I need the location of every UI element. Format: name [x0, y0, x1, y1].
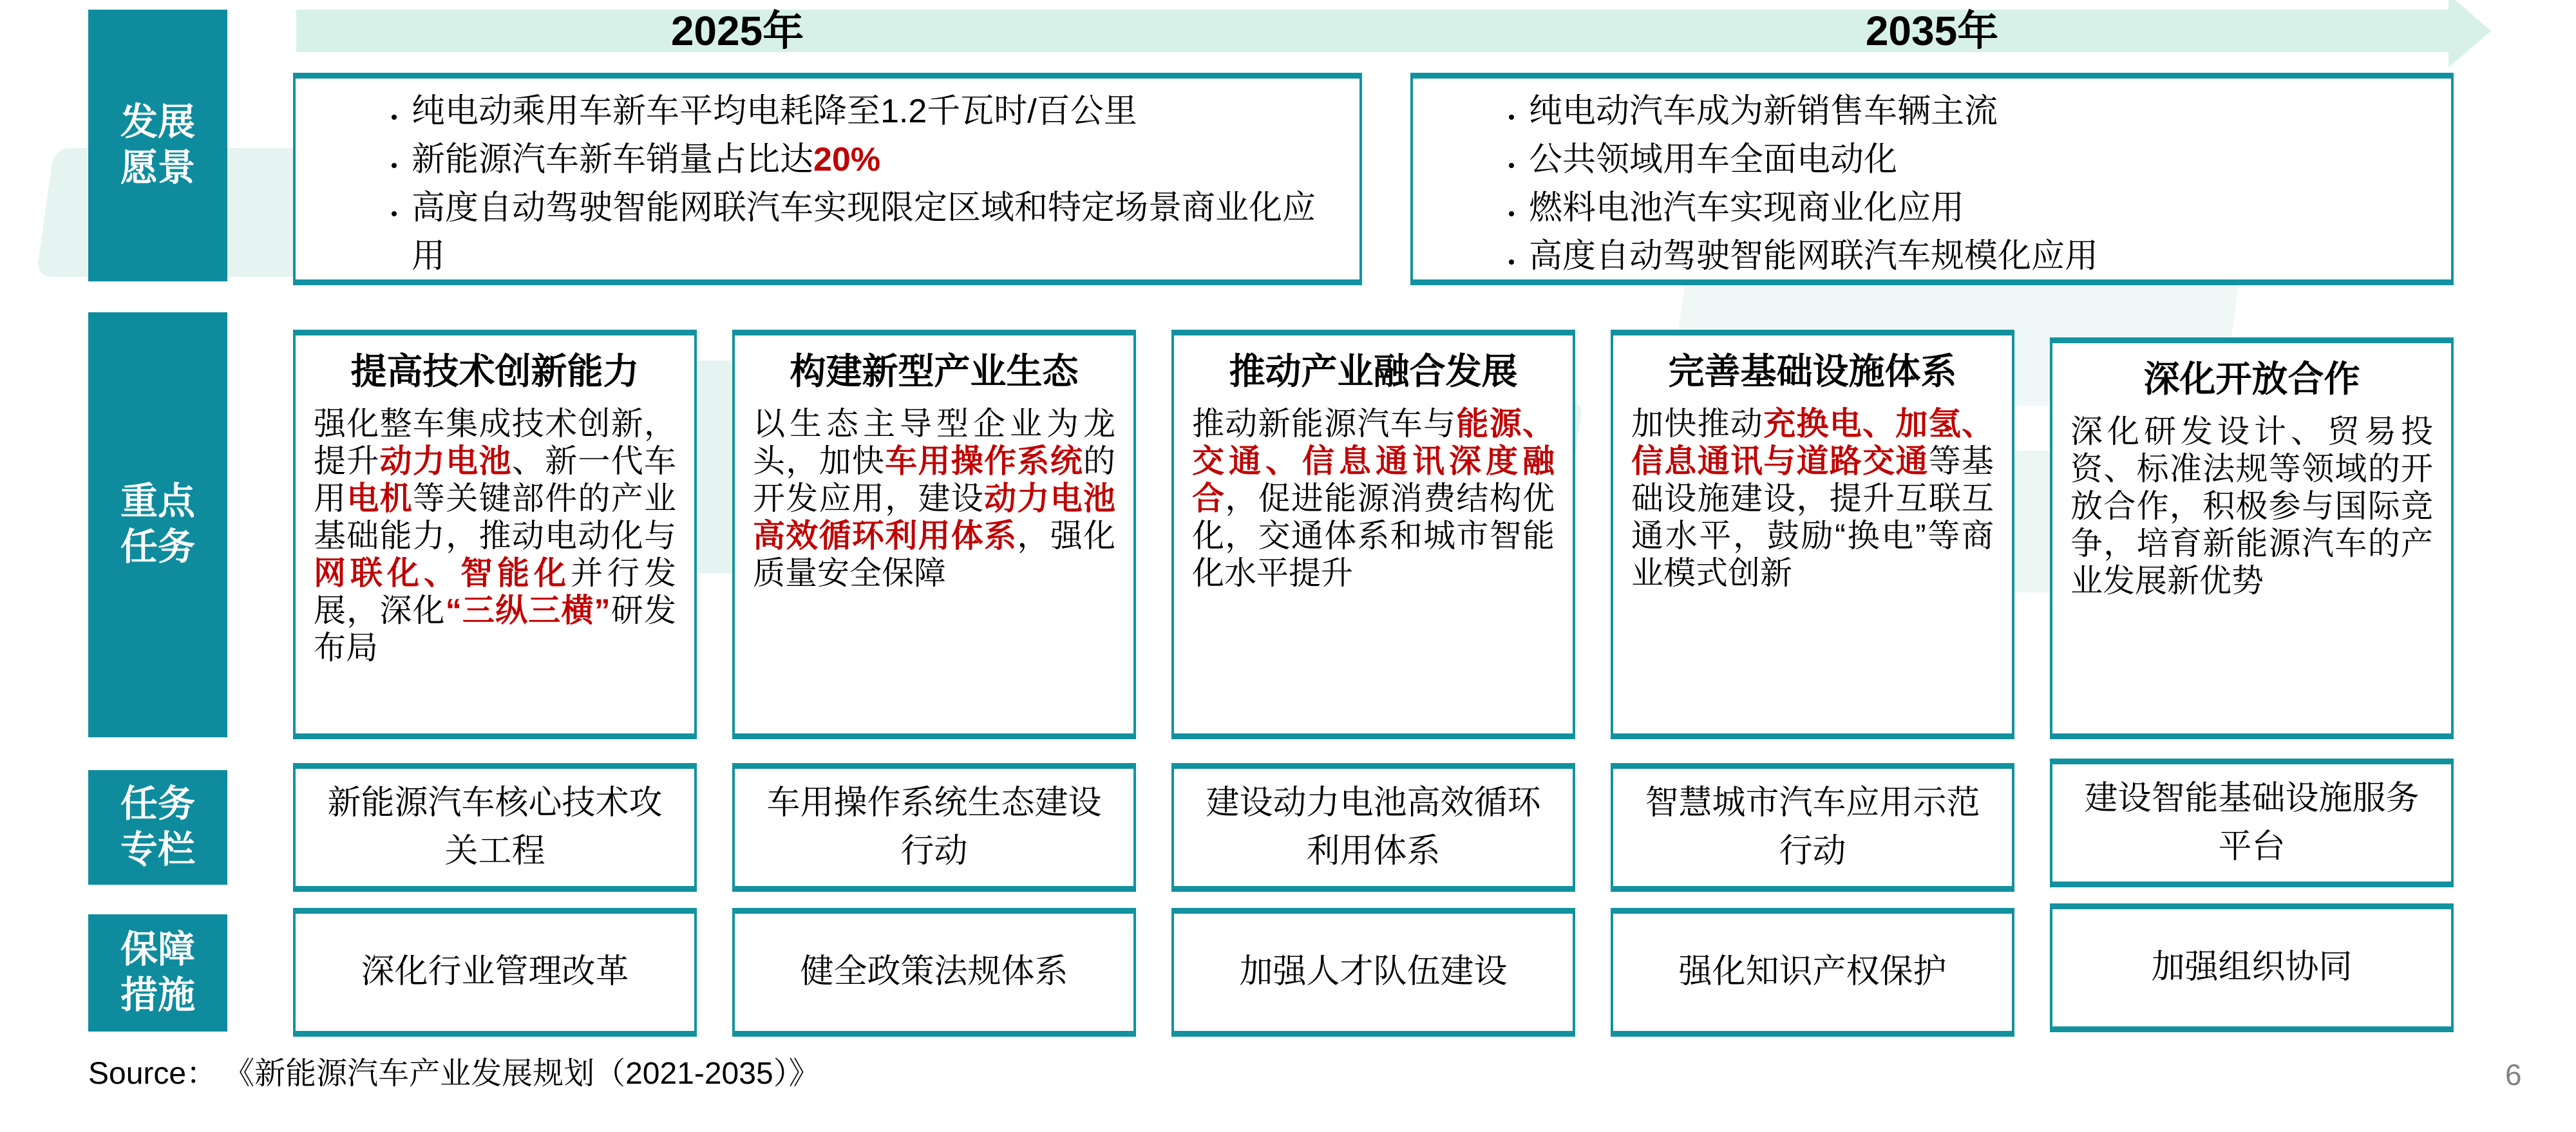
vision-box-2025: [293, 73, 1362, 285]
sidebar-label-line: 任务: [120, 526, 195, 568]
vision-bullet-list: [1413, 88, 2451, 281]
vision-bullet: • 高度自动驾驶智能网联汽车规模化应用: [1524, 232, 2428, 281]
sidebar-label-measures: [88, 914, 227, 1032]
key-task-body: 强化整车集成技术创新，提升动力电池、新一代车用电机等关键部件的产业基础能力，推动电动化与网联化、智能化并行发展，深化“三纵三横”研发布局: [314, 406, 677, 666]
vision-bullet-list: [296, 88, 1359, 281]
key-task-column-4: [1611, 330, 2014, 739]
vision-bullet: • 纯电动汽车成为新销售车辆主流: [1524, 88, 2428, 136]
task-column-box-5: 建设智能基础设施服务平台: [2050, 759, 2454, 887]
task-column-box-4: 智慧城市汽车应用示范行动: [1611, 763, 2014, 892]
key-task-title: 构建新型产业生态: [790, 351, 1079, 391]
key-task-column-1: [293, 330, 697, 739]
task-column-box-2: 车用操作系统生态建设行动: [732, 763, 1136, 892]
sidebar-label-line: 措施: [120, 974, 195, 1016]
key-task-body: 以生态主导型企业为龙头，加快车用操作系统的开发应用，建设动力电池高效循环利用体系，强化质量安全保障: [753, 406, 1116, 592]
task-column-box-1: 新能源汽车核心技术攻关工程: [293, 763, 697, 892]
measure-box-4: 强化知识产权保护: [1611, 908, 2014, 1037]
page-number: 6: [2505, 1058, 2522, 1091]
timeline-arrow-head-icon: [2448, 0, 2491, 68]
key-task-body: 加快推动充换电、加氢、信息通讯与道路交通等基础设施建设，提升互联互通水平，鼓励“换电”等商业模式创新: [1631, 406, 1994, 592]
sidebar-label-key-tasks: [88, 312, 227, 737]
vision-bullet: • 公共领域用车全面电动化: [1524, 136, 2428, 184]
key-task-title: 完善基础设施体系: [1668, 351, 1957, 391]
measure-box-3: 加强人才队伍建设: [1171, 908, 1575, 1037]
vision-bullet: • 新能源汽车新车销量占比达20%: [406, 136, 1336, 184]
sidebar-label-line: 保障: [120, 929, 195, 971]
timeline-year-2035: 2035年: [1865, 8, 1999, 54]
key-task-title: 提高技术创新能力: [350, 351, 639, 391]
key-task-column-5: [2050, 337, 2454, 739]
measure-box-1: 深化行业管理改革: [293, 908, 697, 1037]
task-column-box-3: 建设动力电池高效循环利用体系: [1171, 763, 1575, 892]
key-task-column-2: [732, 330, 1136, 739]
key-task-title: 深化开放合作: [2143, 359, 2360, 399]
sidebar-label-line: 重点: [120, 480, 195, 523]
sidebar-label-line: 任务: [120, 783, 195, 825]
sidebar-label-task-columns: [88, 770, 227, 885]
source-label: Source：: [88, 1057, 218, 1091]
source-document-title: 《新能源汽车产业发展规划（2021-2035）》: [239, 1057, 820, 1091]
key-task-body: 推动新能源汽车与能源、交通、信息通讯深度融合，促进能源消费结构优化，交通体系和城市智能化水平提升: [1192, 406, 1555, 592]
key-task-body: 深化研发设计、贸易投资、标准法规等领域的开放合作，积极参与国际竞争，培育新能源汽车的产业发展新优势: [2070, 413, 2433, 599]
vision-bullet: • 高度自动驾驶智能网联汽车实现限定区域和特定场景商业化应用: [406, 184, 1336, 281]
key-task-title: 推动产业融合发展: [1229, 351, 1518, 391]
vision-bullet: • 纯电动乘用车新车平均电耗降至1.2千瓦时/百公里: [406, 88, 1336, 136]
vision-box-2035: [1410, 73, 2454, 285]
timeline-year-2025: 2025年: [670, 8, 804, 54]
vision-bullet: • 燃料电池汽车实现商业化应用: [1524, 184, 2428, 232]
measure-box-5: 加强组织协同: [2050, 903, 2454, 1032]
sidebar-label-line: 愿景: [120, 147, 195, 189]
measure-box-2: 健全政策法规体系: [732, 908, 1136, 1037]
source-line: [88, 1048, 820, 1093]
sidebar-label-line: 发展: [120, 101, 195, 144]
sidebar-label-line: 专栏: [120, 829, 195, 871]
sidebar-label-vision: [88, 10, 227, 281]
key-task-column-3: [1171, 330, 1575, 739]
